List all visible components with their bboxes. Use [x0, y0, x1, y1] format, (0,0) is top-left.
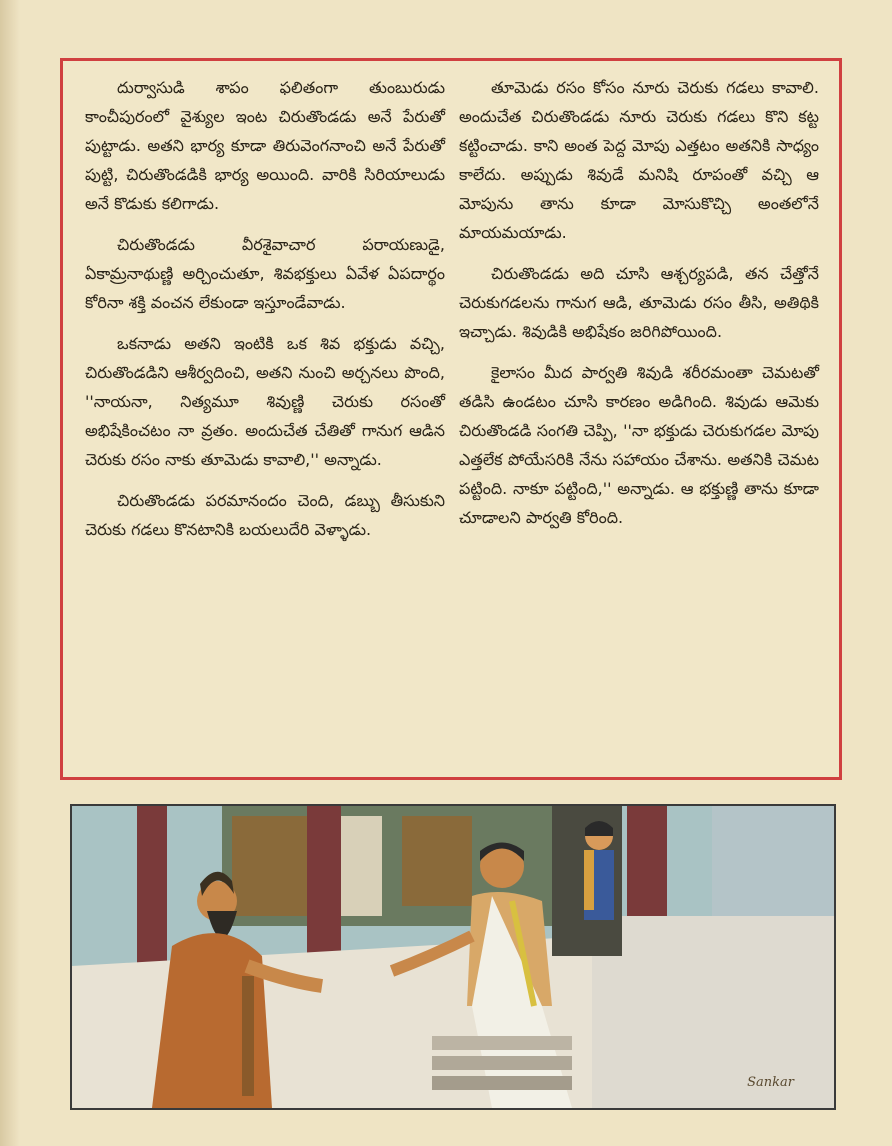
story-text-frame [60, 58, 842, 780]
paragraph: తూమెడు రసం కోసం నూరు చెరుకు గడలు కావాలి. అందుచేత చిరుతొండడు నూరు చెరుకు గడలు కొని కట్ట కట్టించాడు. కాని అంత పెద్ద మోపు ఎత్తటం అతనికి సాధ్యం కాలేదు. అప్పుడు శివుడే మనిషి రూపంతో వచ్చి ఆ మోపును తాను కూడా మోసుకొచ్చి అంతలోనే మాయమయాడు. [459, 78, 819, 242]
paragraph: కైలాసం మీద పార్వతి శివుడి శరీరమంతా చెమటతో తడిసి ఉండటం చూసి కారణం అడిగింది. శివుడు ఆమెకు చిరుతొండడి సంగతి చెప్పి, ''నా భక్తుడు చెరుకుగడల మోపు ఎత్తలేక పోయేసరికి నేను సహాయం చేశాను. అతనికి చెమట పట్టింది. నాకూ పట్టింది,'' అన్నాడు. ఆ భక్తుణ్ణి తాను కూడా చూడాలని పార్వతి కోరింది. [459, 363, 819, 527]
pillar [627, 806, 667, 926]
page-edge [0, 0, 20, 1146]
paragraph: ఒకనాడు అతని ఇంటికి ఒక శివ భక్తుడు వచ్చి, చిరుతొండడిని ఆశీర్వదించి, అతని నుంచి అర్చనలు పొంది, ''నాయనా, నిత్యమూ శివుణ్ణి చెరుకు రసంతో అభిషేకించటం నా వ్రతం. అందుచేత చేతితో గానుగ ఆడిన చెరుకు రసం నాకు తూమెడు కావాలి,'' అన్నాడు. [85, 334, 445, 469]
right-column [459, 73, 819, 544]
paragraph: దుర్వాసుడి శాపం ఫలితంగా తుంబురుడు కాంచీపురంలో వైశ్యుల ఇంట చిరుతొండడు అనే పేరుతో పుట్టాడు. అతని భార్య కూడా తిరువెంగనాంచి అనే పేరుతో పుట్టి, చిరుతొండడికి భార్య అయింది. వారికి సిరియాలుడు అనే కొడుకు కలిగాడు. [85, 78, 445, 213]
artist-signature: Sankar [747, 1075, 794, 1090]
paragraph: చిరుతొండడు పరమానందం చెంది, డబ్బు తీసుకుని చెరుకు గడలు కొనటానికి బయలుదేరి వెళ్ళాడు. [85, 491, 445, 539]
illustration-artwork [72, 806, 834, 1108]
pillar [307, 806, 341, 956]
paragraph: చిరుతొండడు వీరశైవాచార పరాయణుడై, ఏకామ్రనాథుణ్ణి అర్చించుతూ, శివభక్తులు ఏవేళ ఏపదార్థం కోరినా శక్తి వంచన లేకుండా ఇస్తూండేవాడు. [85, 235, 445, 312]
paragraph: చిరుతొండడు అది చూసి ఆశ్చర్యపడి, తన చేత్తోనే చెరుకుగడలను గానుగ ఆడి, తూమెడు రసం తీసి, అతిథికి ఇచ్చాడు. శివుడికి అభిషేకం జరిగిపోయింది. [459, 264, 819, 341]
story-illustration [70, 804, 836, 1110]
left-column [85, 73, 445, 556]
woman-figure [584, 821, 614, 920]
